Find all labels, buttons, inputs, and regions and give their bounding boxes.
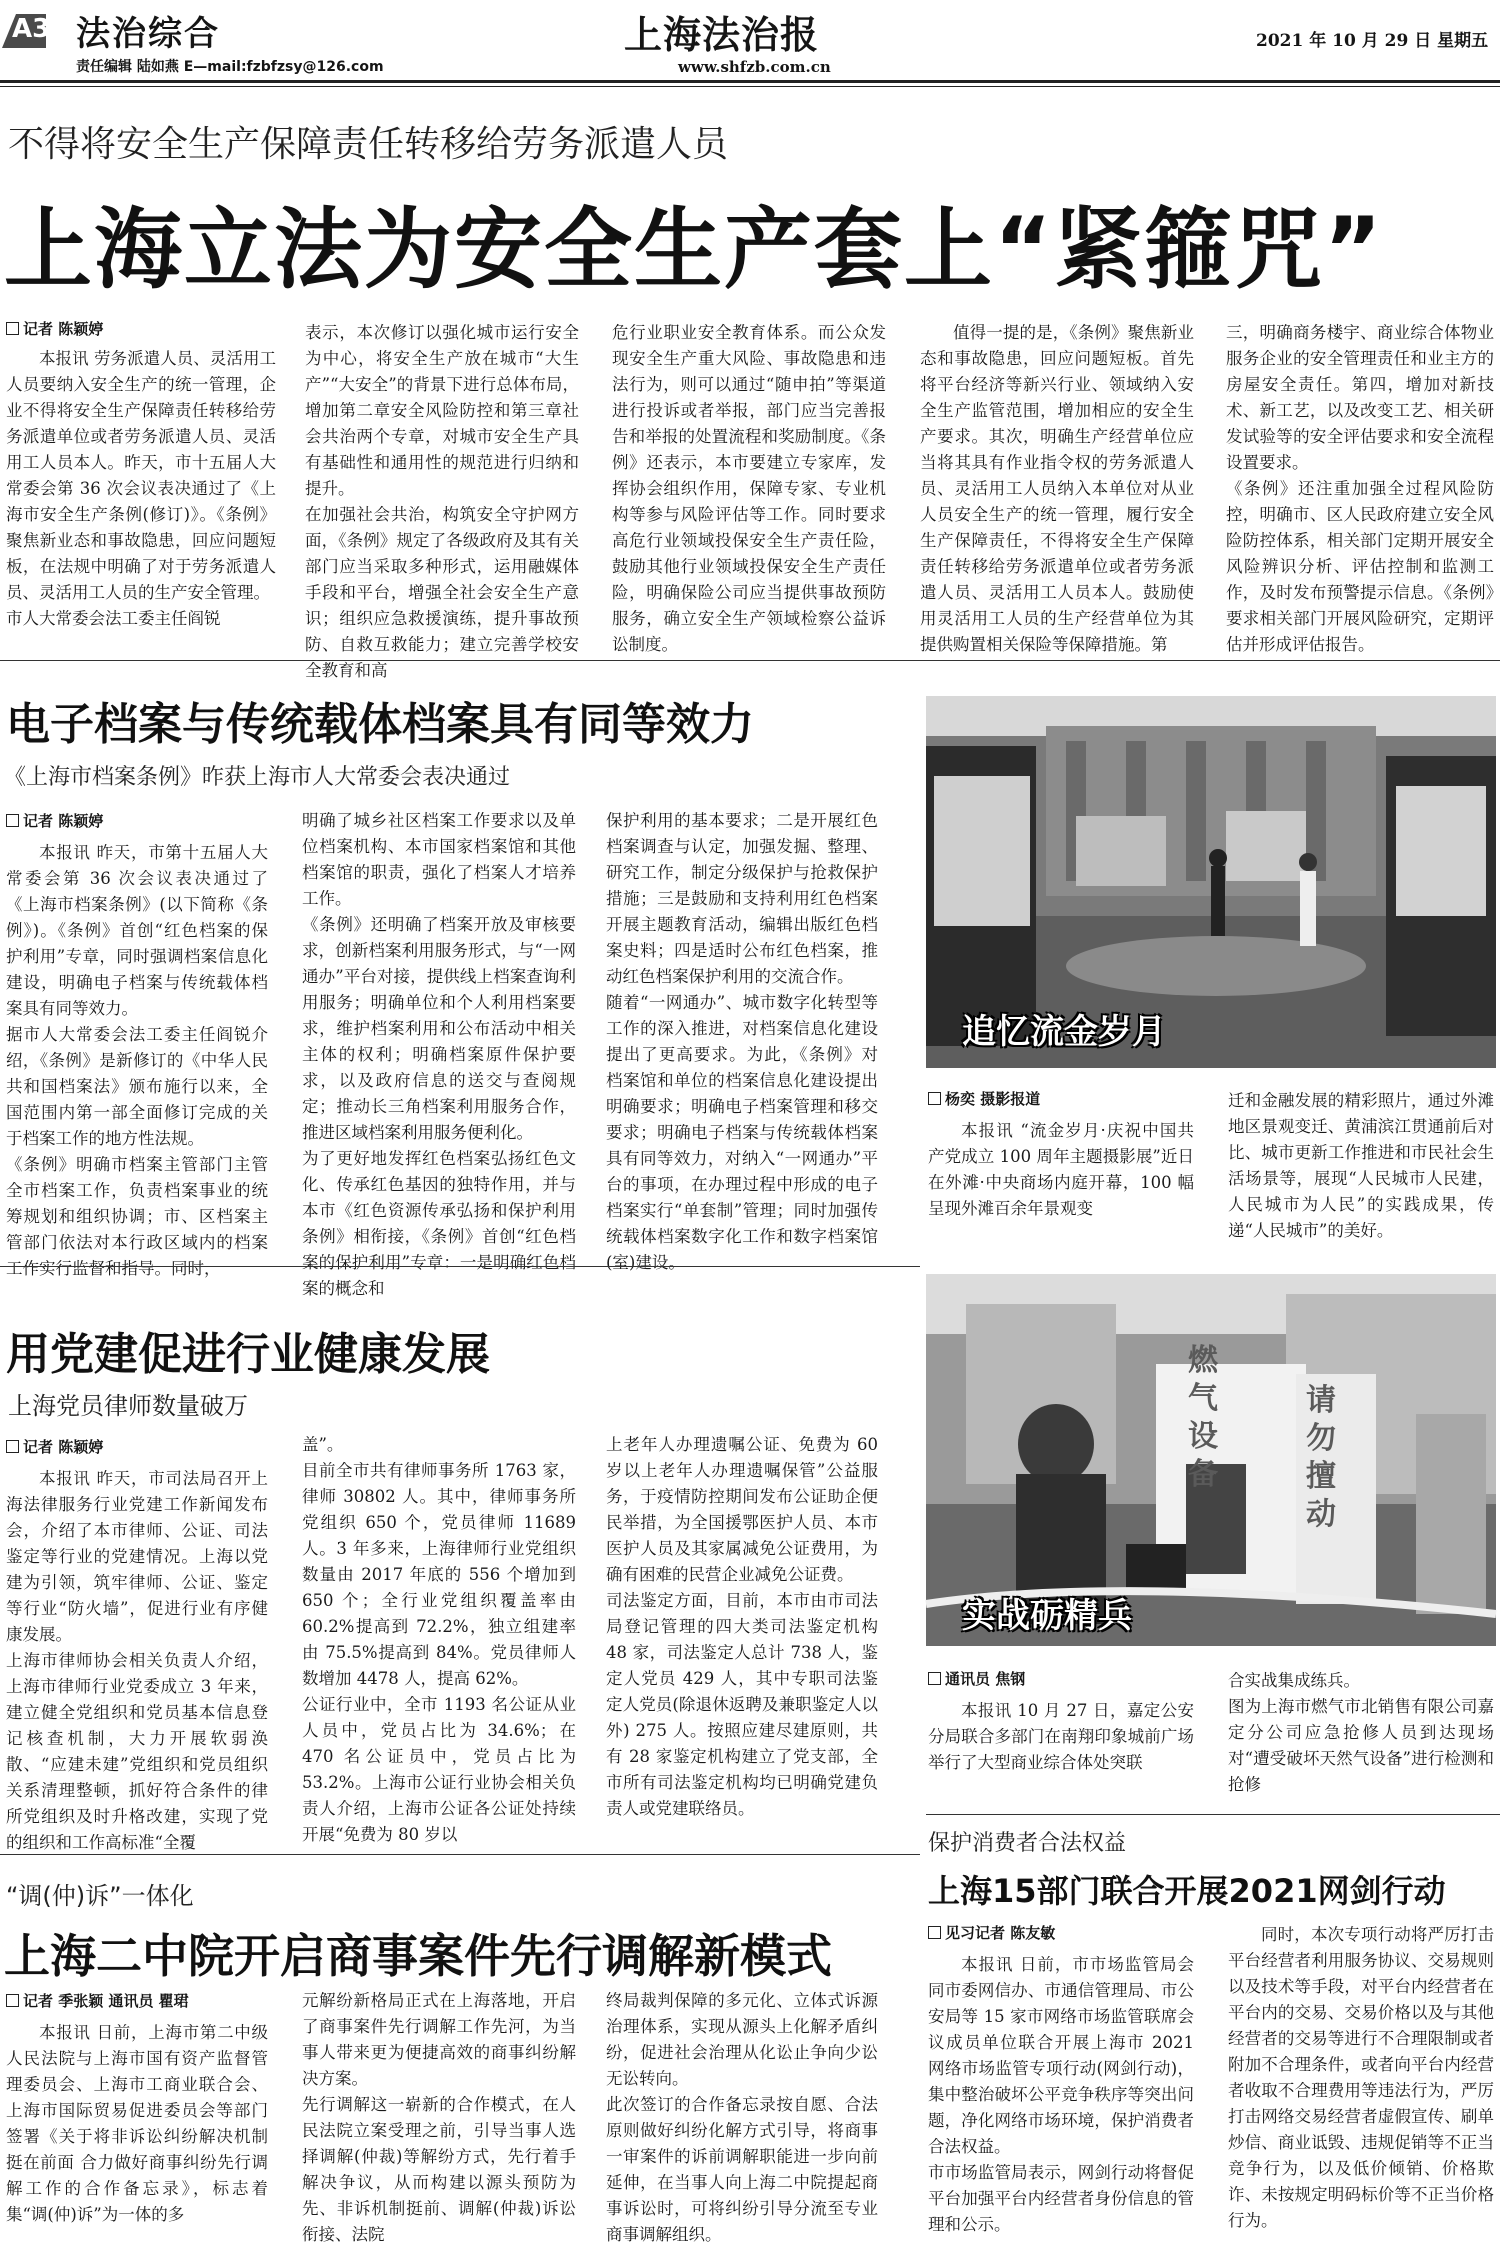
article1-col-1 <box>6 346 276 646</box>
page-number-badge <box>0 10 51 50</box>
photo1-col-2 <box>1228 1088 1494 1258</box>
photo2-col-1-text: 本报讯 10 月 27 日，嘉定公安分局联合多部门在南翔印象城前广场举行了大型商业综合体处突联 <box>928 1701 1194 1772</box>
article1-kicker: 不得将安全生产保障责任转移给劳务派遣人员 <box>8 124 729 165</box>
article2-col-3-text: 保护利用的基本要求；二是开展红色档案调查与认定，加强发掘、整理、研究工作，制定分级保护与抢救保护措施；三是鼓励和支持利用红色档案开展主题教育活动，编辑出版红色档案史料；四是适时公布红色档案，推动红色档案保护利用的交流合作。 随着“一网通办”、城市数字化转型等工作的深入推进，对档案信息化建设提出了更高要求。为此，《条例》对档案馆和单位的档案信息化建设提出明确要求；明确电子档案管理和移交要求；明确电子档案与传统载体档案具有同等效力，对纳入“一网通办”平台的事项，在办理过程中形成的电子档案实行“单套制”管理；同时加强传统载体档案数字化工作和数字档案馆(室)建设。 <box>606 811 878 1272</box>
article1-col-2 <box>305 320 579 680</box>
article2-col-1-text: 本报讯 昨天，市第十五届人大常委会第 36 次会议表决通过了《上海市档案条例》(以下简称《条例》)。《条例》首创“红色档案的保护利用”专章，同时强调档案信息化建设，明确电子档案与传统载体档案具有同等效力。 据市人大常委会法工委主任阎锐介绍，《条例》是新修订的《中华人民共和国档案法》颁布施行以来，全国范围内第一部全面修订完成的关于档案工作的地方性法规。 《条例》明确市档案主管部门主管全市档案工作，负责档案事业的统筹规划和组织协调；市、区档案主管部门依法对本行政区域内的档案工作实行监督和指导。同时， <box>6 843 268 1278</box>
article2-col-2 <box>302 808 576 1298</box>
page-number: A3 <box>12 14 51 44</box>
article5-title: 上海15部门联合开展2021网剑行动 <box>928 1872 1446 1910</box>
article4-col-3 <box>606 1988 878 2244</box>
byline-marker-icon <box>928 1926 941 1939</box>
section-name: 法治综合 <box>76 14 220 54</box>
article3-col-2-text: 盖”。 目前全市共有律师事务所 1763 家，律师 30802 人。其中，律师事务所党组织 650 个，党员律师 11689 人。3 年多来，上海律师行业党组织数量由 2017 年底的 556 个增加到 650 个；全行业党组织覆盖率由 60.2%提高到 72.2%，独立组建率由 75.5%提高到 84%。党员律师人数增加 4478 人，提高 62%。 公证行业中，全市 1193 名公证从业人员中，党员占比为 34.6%；在 470 名公证员中，党员占比为 53.2%。上海市公证行业协会相关负责人介绍，上海市公证各公证处持续开展“免费为 80 岁以 <box>302 1435 576 1844</box>
divider-4 <box>926 1814 1500 1815</box>
byline-marker-icon <box>928 1672 941 1685</box>
drill-sign-text-2: 请勿擅动 <box>1306 1383 1336 1532</box>
article5-col-1-text: 本报讯 日前，市市场监管局会同市委网信办、市通信管理局、市公安局等 15 家市网络市场监管联席会议成员单位联合开展上海市 2021 网络市场监管专项行动(网剑行动)，集中整治破坏公平竞争秩序等突出问题，净化网络市场环境，保护消费者合法权益。 市市场监管局表示，网剑行动将督促平台加强平台内经营者身份信息的管理和公示。 <box>928 1955 1194 2234</box>
issue-date: 2021 年 10 月 29 日 星期五 <box>1256 31 1489 51</box>
photo1-col-2-text: 迁和金融发展的精彩照片，通过外滩地区景观变迁、黄浦滨江贯通前后对比、城市更新工作推进和市民社会生活场景等，展现“人民城市人民建，人民城市为人民”的实践成果，传递“人民城市”的美好。 <box>1228 1091 1494 1240</box>
photo2-byline <box>928 1668 1025 1689</box>
article2-title: 电子档案与传统载体档案具有同等效力 <box>6 699 754 750</box>
header-rule-thin <box>0 86 1500 87</box>
article4-col-1-text: 本报讯 日前，上海市第二中级人民法院与上海市国有资产监督管理委员会、上海市工商业联合会、上海市国际贸易促进委员会等部门签署《关于将非诉讼纠纷解决机制挺在前面 合力做好商事纠纷先行调解工作的合作备忘录》，标志着集“调(仲)诉”为一体的多 <box>6 2023 268 2224</box>
photo1-col-1-text: 本报讯 “流金岁月·庆祝中国共产党成立 100 周年主题摄影展”近日在外滩·中央商场内庭开幕，100 幅呈现外滩百余年景观变 <box>928 1121 1194 1218</box>
article3-byline <box>6 1436 103 1457</box>
website: www.shfzb.com.cn <box>678 58 831 76</box>
drill-sign-text: 燃气设备 <box>1188 1343 1218 1492</box>
article4-byline-text: 记者 季张颖 通讯员 瞿珺 <box>23 1992 189 2010</box>
drill-photo <box>926 1274 1496 1646</box>
article3-col-1-text: 本报讯 昨天，市司法局召开上海法律服务行业党建工作新闻发布会，介绍了本市律师、公证、司法鉴定等行业的党建情况。上海以党建为引领，筑牢律师、公证、鉴定等行业“防火墙”，促进行业有序健康发展。 上海市律师协会相关负责人介绍，上海市律师行业党委成立 3 年来，建立健全党组织和党员基本信息登记核查机制，大力开展软弱涣散、“应建未建”党组织和党员组织关系清理整顿，抓好符合条件的律所党组织及时升格改建，实现了党的组织和工作高标准“全覆 <box>6 1469 268 1852</box>
article3-col-1 <box>6 1466 268 1852</box>
photo2-col-1 <box>928 1698 1194 1810</box>
drill-photo-caption: 实战砺精兵 <box>962 1596 1132 1636</box>
photo2-col-2 <box>1228 1668 1494 1810</box>
divider-3 <box>0 1854 920 1855</box>
article4-col-3-text: 终局裁判保障的多元化、立体式诉源治理体系，实现从源头上化解矛盾纠纷，促进社会治理从化讼止争向少讼无讼转向。 此次签订的合作备忘录按自愿、合法原则做好纠纷化解方式引导，将商事一审案件的诉前调解职能进一步向前延伸，在当事人向上海二中院提起商事诉讼时，可将纠纷引导分流至专业商事调解组织。 <box>606 1991 878 2244</box>
exhibition-photo-caption: 追忆流金岁月 <box>962 1012 1166 1052</box>
article5-col-2 <box>1228 1922 1494 2229</box>
article2-byline-text: 记者 陈颖婷 <box>23 812 104 830</box>
byline-marker-icon <box>928 1092 941 1105</box>
divider-1 <box>0 660 1500 661</box>
photo2-byline-text: 通讯员 焦钢 <box>945 1670 1026 1688</box>
article3-byline-text: 记者 陈颖婷 <box>23 1438 104 1456</box>
photo2-col-2-text: 合实战集成练兵。 图为上海市燃气市北销售有限公司嘉定分公司应急抢修人员到达现场对“遭受破坏天然气设备”进行检测和抢修 <box>1228 1671 1494 1794</box>
article5-kicker: 保护消费者合法权益 <box>928 1831 1127 1856</box>
article4-col-2 <box>302 1988 576 2244</box>
article1-col-4 <box>920 320 1194 654</box>
article5-col-1 <box>928 1952 1194 2234</box>
article1-byline-text: 记者 陈颖婷 <box>23 320 104 338</box>
article3-col-2 <box>302 1432 576 1846</box>
article2-col-2-text: 明确了城乡社区档案工作要求以及单位档案机构、本市国家档案馆和其他档案馆的职责，强化了档案人才培养工作。 《条例》还明确了档案开放及审核要求，创新档案利用服务形式，与“一网通办”平台对接，提供线上档案查询利用服务；明确单位和个人利用档案要求，维护档案利用和公布活动中相关主体的权利；明确档案原件保护要求，以及政府信息的送交与查阅规定；推动长三角档案利用服务合作，推进区域档案利用服务便利化。 为了更好地发挥红色档案弘扬红色文化、传承红色基因的独特作用，并与本市《红色资源传承弘扬和保护利用条例》相衔接，《条例》首创“红色档案的保护利用”专章：一是明确红色档案的概念和 <box>302 811 576 1298</box>
byline-marker-icon <box>6 1440 19 1453</box>
exhibition-photo <box>926 696 1496 1068</box>
article2-kicker: 《上海市档案条例》昨获上海市人大常委会表决通过 <box>4 765 511 790</box>
article1-col-4-text: 值得一提的是，《条例》聚焦新业态和事故隐患，回应问题短板。首先将平台经济等新兴行业、领域纳入安全生产监管范围，增加相应的安全生产要求。其次，明确生产经营单位应当将其具有作业指令权的劳务派遣人员、灵活用工人员纳入本单位对从业人员安全生产的统一管理，履行安全生产保障责任，不得将安全生产保障责任转移给劳务派遣单位或者劳务派遣人员、灵活用工人员本人。鼓励使用灵活用工人员的生产经营单位为其提供购置相关保险等保障措施。第 <box>920 323 1194 654</box>
article3-col-3 <box>606 1432 878 1846</box>
article1-col-3-text: 危行业职业安全教育体系。而公众发现安全生产重大风险、事故隐患和违法行为，则可以通过“随申拍”等渠道进行投诉或者举报，部门应当完善报告和举报的处置流程和奖励制度。《条例》还表示，本市要建立专家库，发挥协会组织作用，保障专家、专业机构等参与风险评估等工作。同时要求高危行业领域投保安全生产责任险，鼓励其他行业领域投保安全生产责任险，明确保险公司应当提供事故预防服务，确立安全生产领域检察公益诉讼制度。 <box>612 323 886 654</box>
article1-col-1-text: 本报讯 劳务派遣人员、灵活用工人员要纳入安全生产的统一管理，企业不得将安全生产保障责任转移给劳务派遣单位或者劳务派遣人员、灵活用工人员本人。昨天，市十五届人大常委会第 36 次会议表决通过了《上海市安全生产条例(修订)》。《条例》聚焦新业态和事故隐患，回应问题短板，在法规中明确了对于劳务派遣人员、灵活用工人员的生产安全管理。 市人大常委会法工委主任阎锐 <box>6 349 276 628</box>
photo1-col-1 <box>928 1118 1194 1258</box>
article2-col-1 <box>6 840 268 1278</box>
article4-col-2-text: 元解纷新格局正式在上海落地，开启了商事案件先行调解工作先河，为当事人带来更为便捷高效的商事纠纷解决方案。 先行调解这一崭新的合作模式，在人民法院立案受理之前，引导当事人选择调解(仲裁)等解纷方式，先行着手解决争议，从而构建以源头预防为先、非诉机制挺前、调解(仲裁)诉讼衔接、法院 <box>302 1991 576 2244</box>
article3-kicker: 上海党员律师数量破万 <box>8 1392 248 1420</box>
article2-col-3 <box>606 808 878 1272</box>
photo1-byline-text: 杨奕 摄影报道 <box>945 1090 1041 1108</box>
article4-title: 上海二中院开启商事案件先行调解新模式 <box>4 1929 832 1983</box>
article4-kicker: “调(仲)诉”一体化 <box>6 1882 194 1910</box>
byline-marker-icon <box>6 1994 19 2007</box>
article5-byline-text: 见习记者 陈友敏 <box>945 1924 1056 1942</box>
editor-line: 责任编辑 陆如燕 E—mail:fzbfzsy@126.com <box>76 59 384 75</box>
article1-col-5 <box>1226 320 1494 654</box>
article4-byline <box>6 1990 189 2011</box>
header-rule <box>0 80 1500 83</box>
article3-title: 用党建促进行业健康发展 <box>6 1329 490 1380</box>
masthead: 上海法治报 <box>624 12 820 57</box>
byline-marker-icon <box>6 814 19 827</box>
article1-title: 上海立法为安全生产套上“紧箍咒” <box>4 198 1384 301</box>
article2-byline <box>6 810 103 831</box>
photo1-byline <box>928 1088 1040 1109</box>
article3-col-3-text: 上老年人办理遗嘱公证、免费为 60 岁以上老年人办理遗嘱保管”公益服务，于疫情防控期间发布公证助企便民举措，为全国援鄂医护人员、本市医护人员及其家属减免公证费用，为确有困难的民营企业减免公证费。 司法鉴定方面，目前，本市由市司法局登记管理的四大类司法鉴定机构 48 家，司法鉴定人总计 738 人，鉴定人党员 429 人，其中专职司法鉴定人党员(除退休返聘及兼职鉴定人以外) 275 人。按照应建尽建原则，共有 28 家鉴定机构建立了党支部，全市所有司法鉴定机构均已明确党建负责人或党建联络员。 <box>606 1435 878 1818</box>
article5-byline <box>928 1922 1055 1943</box>
divider-2 <box>0 1266 920 1267</box>
article1-col-3 <box>612 320 886 654</box>
article5-col-2-text: 同时，本次专项行动将严厉打击平台经营者利用服务协议、交易规则以及技术等手段，对平台内经营者在平台内的交易、交易价格以及与其他经营者的交易等进行不合理限制或者附加不合理条件，或者向平台内经营者收取不合理费用等违法行为，严厉打击网络交易经营者虚假宣传、刷单炒信、商业诋毁、违规促销等不正当竞争行为，以及低价倾销、价格欺诈、未按规定明码标价等不正当价格行为。 <box>1228 1925 1494 2230</box>
byline-marker-icon <box>6 322 19 335</box>
article1-col-2-text: 表示，本次修订以强化城市运行安全为中心，将安全生产放在城市“大生产”“大安全”的背景下进行总体布局，增加第二章安全风险防控和第三章社会共治两个专章，对城市安全生产具有基础性和通用性的规范进行归纳和提升。 在加强社会共治，构筑安全守护网方面，《条例》规定了各级政府及其有关部门应当采取多种形式，运用融媒体手段和平台，增强全社会安全生产意识；组织应急救援演练，提升事故预防、自救互救能力；建立完善学校安全教育和高 <box>305 323 579 680</box>
article1-col-5-text: 三，明确商务楼宇、商业综合体物业服务企业的安全管理责任和业主方的房屋安全责任。第四，增加对新技术、新工艺，以及改变工艺、相关研发试验等的安全评估要求和安全流程设置要求。 《条例》还注重加强全过程风险防控，明确市、区人民政府建立安全风险防控体系，相关部门定期开展安全风险辨识分析、评估控制和监测工作，及时发布预警提示信息。《条例》要求相关部门开展风险研究，定期评估并形成评估报告。 <box>1226 323 1494 654</box>
article1-byline <box>6 318 103 339</box>
article4-col-1 <box>6 2020 268 2229</box>
